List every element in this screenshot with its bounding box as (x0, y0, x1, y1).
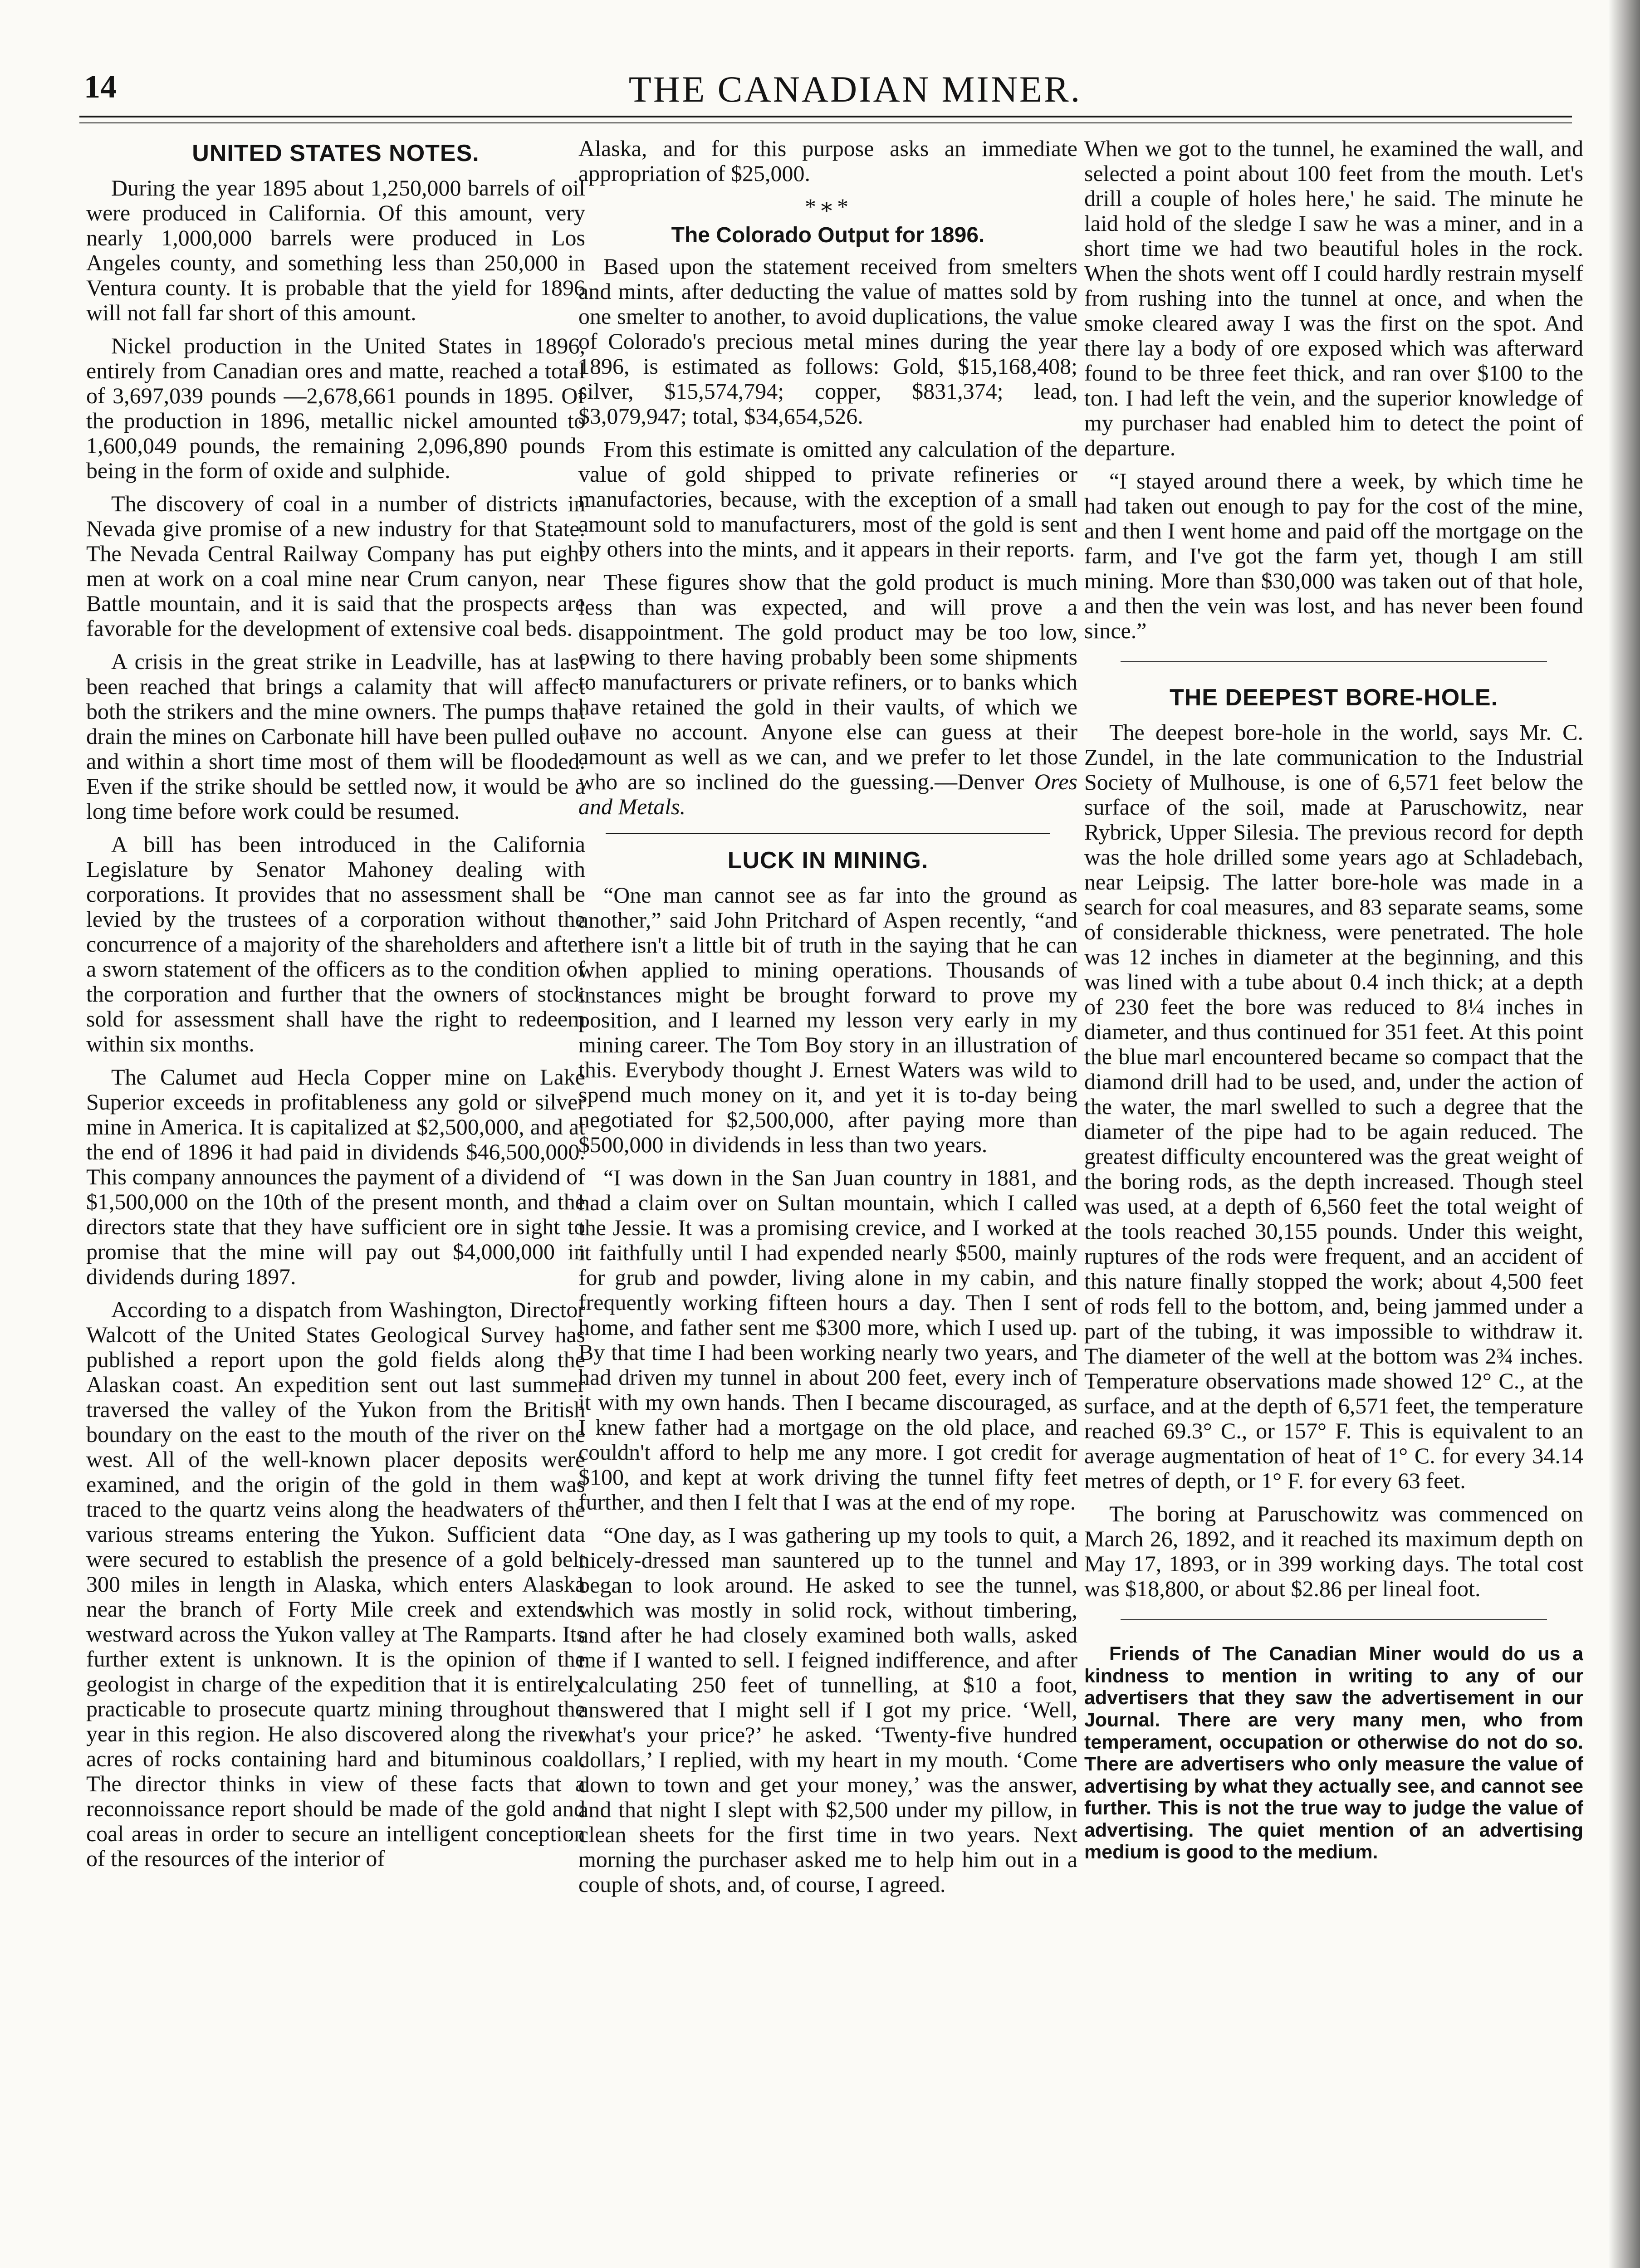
article-paragraph: A bill has been introduced in the California Legislature by Senator Mahoney dealing with corporations. It provides that no assessment shall be levied by the trustees of a corporation without the concurrence of a majority of the shareholders and after a sworn statement of the officers as to the condition of the corporation and further that the owners of stock sold for assessment shall have the right to redeem within six months. (86, 831, 585, 1057)
article-paragraph: The boring at Paruschowitz was commenced on March 26, 1892, and it reached its maximum depth on May 17, 1893, or in 399 working days. The total cost was $18,800, or about $2.86 per lineal foot. (1084, 1501, 1583, 1602)
section-divider (1121, 661, 1547, 662)
article-paragraph: “I was down in the San Juan country in 1881, and had a claim over on Sultan mountain, which I called the Jessie. It was a promising crevice, and I worked at it faithfully until I had expended nearly $500, mainly for grub and powder, living alone in my cabin, and frequently working fifteen hours a day. Then I sent home, and father sent me $300 more, which I used up. By that time I had been working nearly two years, and had driven my tunnel in about 200 feet, every inch of it with my own hands. Then I became discouraged, as I knew father had a mortgage on the old place, and couldn't afford to help me any more. I got credit for $100, and kept at work driving the tunnel fifty feet further, and then I felt that I was at the end of my rope. (578, 1164, 1077, 1515)
article-paragraph: The Calumet aud Hecla Copper mine on Lake Superior exceeds in profitableness any gold or silver mine in America. It is capitalized at $2,500,000, and at the end of 1896 it had paid in dividends $46,500,000. This company announces the payment of a dividend of $1,500,000 on the 10th of the present month, and the directors state that they have sufficient ore in sight to promise that the mine will pay out $4,000,000 in dividends during 1897. (86, 1064, 585, 1290)
section-divider (1121, 1619, 1547, 1620)
article-continuation: When we got to the tunnel, he examined the wall, and selected a point about 100 feet from the mouth. Let's drill a couple of holes here,' he said. The minute he laid hold of the sledge I saw he was a miner, and in a short time we had two beautiful holes in the rock. When the shots went off I could hardly restrain myself from rushing into the tunnel at once, and when the smoke cleared away I was the first on the spot. And there lay a body of ore exposed which was afterward found to be three feet thick, and ran over $100 to the ton. I had left the vein, and the superior knowledge of my purchaser had enabled him to detect the point of departure. (1084, 136, 1583, 460)
article-paragraph-text: These figures show that the gold product is much less than was expected, and will prove a disappointment. The gold product may be too low, owing to there having probably been some shipments to manufacturers or private refiners, or to banks which have retained the gold in their vaults, of which we have no account. Anyone else can guess at their amount as well as we can, and we prefer to let those who are so inclined do the guessing.—Denver (578, 569, 1077, 794)
article-paragraph: During the year 1895 about 1,250,000 barrels of oil were produced in California. Of this amount, very nearly 1,000,000 barrels were produced in Los Angeles county, and something less than 250,000 in Ventura county. It is probable that the yield for 1896 will not fall far short of this amount. (86, 175, 585, 326)
article-paragraph: Based upon the statement received from smelters and mints, after deducting the value of mattes sold by one smelter to another, to avoid duplications, the value of Colorado's precious metal mines during the year 1896, is estimated as follows: Gold, $15,168,408; silver, $15,574,794; copper, $831,374; lead, $3,079,947; total, $34,654,526. (578, 253, 1077, 429)
article-paragraph: “I stayed around there a week, by which time he had taken out enough to pay for the cost of the mine, and then I went home and paid off the mortgage on the farm, and I've got the farm yet, though I am still mining. More than $30,000 was taken out of that hole, and then the vein was lost, and has never been found since.” (1084, 468, 1583, 643)
article-paragraph: Nickel production in the United States in 1896, entirely from Canadian ores and matte, reached a total of 3,697,039 pounds —2,678,661 pounds in 1895. Of the production in 1896, metallic nickel amounted to 1,600,049 pounds, the remaining 2,096,890 pounds being in the form of oxide and sulphide. (86, 333, 585, 484)
asterism: *∗* (805, 194, 851, 219)
section-divider (606, 833, 1050, 834)
source-credit: Ores and Metals. (578, 768, 1077, 819)
column-2 (578, 136, 1077, 2268)
article-paragraph: From this estimate is omitted any calculation of the value of gold shipped to private refineries or manufactories, because, with the exception of a small amount sold to manufacturers, most of the gold is sent by others into the mints, and it appears in their reports. (578, 436, 1077, 562)
notice-text: Friends of The Canadian Miner would do us a kindness to mention in writing to any of our advertisers that they saw the advertisement in our Journal. There are very many men, who from temperament, occupation or otherwise do not do so. There are advertisers who only measure the value of advertising by what they actually see, and cannot see further. This is not the true way to judge the value of advertising. The quiet mention of an advertising medium is good to the medium. (1084, 1643, 1583, 1863)
article-paragraph: The discovery of coal in a number of districts in Nevada give promise of a new industry for that State. The Nevada Central Railway Company has put eight men at work on a coal mine near Crum canyon, near Battle mountain, and it is said that the prospects are favorable for the development of extensive coal beds. (86, 491, 585, 641)
article-continuation: Alaska, and for this purpose asks an immediate appropriation of $25,000. (578, 136, 1077, 186)
heading-united-states-notes: UNITED STATES NOTES. (192, 140, 480, 166)
page-number: 14 (84, 68, 117, 105)
heading-colorado-output: The Colorado Output for 1896. (671, 223, 985, 247)
heading-deepest-bore-hole: THE DEEPEST BORE-HOLE. (1169, 684, 1498, 711)
article-paragraph: “One man cannot see as far into the ground as another,” said John Pritchard of Aspen recently, “and there isn't a little bit of truth in the saying that he can when applied to mining operations. Thousands of instances might be brought forward to prove my position, and I learned my lesson very early in my mining career. The Tom Boy story in an illustration of this. Everybody thought J. Ernest Waters was wild to spend much money on it, and yet it is to-day being negotiated for $2,500,000, after paying more than $500,000 in dividends in less than two years. (578, 882, 1077, 1157)
article-paragraph: A crisis in the great strike in Leadville, has at last been reached that brings a calamity that will affect both the strikers and the mine owners. The pumps that drain the mines on Carbonate hill have been pulled out and within a short time most of them will be flooded. Even if the strike should be settled now, it would be a long time before work could be resumed. (86, 649, 585, 824)
article-paragraph: “One day, as I was gathering up my tools to quit, a nicely-dressed man sauntered up to the tunnel and began to look around. He asked to see the tunnel, which was mostly in solid rock, without timbering, and after he had closely examined both walls, asked me if I wanted to sell. I feigned indifference, and after calculating 250 feet of tunnelling, at $10 a foot, answered that I might sell if I got my price. ‘Well, what's your price?’ he asked. ‘Twenty-five hundred dollars,’ I replied, with my heart in my mouth. ‘Come down to town and get your money,’ was the answer, and that night I slept with $2,500 under my pillow, in clean sheets for the first time in two years. Next morning the purchaser asked me to help him out in a couple of shots, and, of course, I agreed. (578, 1522, 1077, 1897)
header-rule (79, 116, 1572, 117)
article-paragraph (578, 570, 1077, 819)
advertising-notice (1084, 1643, 1583, 1863)
article-paragraph: According to a dispatch from Washington, Director Walcott of the United States Geological Survey has published a report upon the gold fields along the Alaskan coast. An expedition sent out last summer traversed the valley of the Yukon from the British boundary on the east to the mouth of the river on the west. All of the well-known placer deposits were examined, and the origin of the gold in them was traced to the quartz veins along the headwaters of the various streams entering the Yukon. Sufficient data were secured to establish the presence of a gold belt 300 miles in length in Alaska, which enters Alaska near the branch of Forty Mile creek and extends westward across the Yukon valley at The Ramparts. Its further extent is unknown. It is the opinion of the geologist in charge of the expedition that it is entirely practicable to prosecute quartz mining throughout the year in this region. He also discovered along the river acres of rocks containing hard and bituminous coal. The director thinks in view of these facts that a reconnoissance report should be made of the gold and coal areas in order to secure an intelligent conception of the resources of the interior of (86, 1297, 585, 1872)
heading-luck-in-mining: LUCK IN MINING. (727, 847, 929, 874)
page-edge-shadow (1608, 0, 1640, 2268)
header-rule-thin (79, 122, 1572, 123)
masthead: THE CANADIAN MINER. (628, 68, 1082, 110)
column-1 (86, 136, 585, 2268)
column-3 (1084, 136, 1583, 2268)
article-paragraph: The deepest bore-hole in the world, says Mr. C. Zundel, in the late communication to the Industrial Society of Mulhouse, is one of 6,571 feet below the surface of the soil, made at Paruschowitz, near Rybrick, Upper Silesia. The previous record for depth was the hole drilled some years ago at Schladebach, near Leipsig. The latter bore-hole was made in a search for coal measures, and 83 separate seams, some of considerable thickness, were penetrated. The hole was 12 inches in diameter at the beginning, and this was lined with a tube about 0.4 inch thick; at a depth of 230 feet the bore was reduced to 8¼ inches in diameter, and thus continued for 351 feet. At this point the blue marl encountered became so compact that the diamond drill had to be used, and, under the action of the water, the marl swelled to such a degree that the diameter of the pipe had to be again reduced. The greatest difficulty encountered was the great weight of the boring rods, as the depth increased. Though steel was used, at a depth of 6,560 feet the total weight of the tools reached 30,155 pounds. Under this weight, ruptures of the rods were frequent, and an accident of this nature finally stopped the work; about 4,500 feet of rods fell to the bottom, and, being jammed under a part of the tubing, it was impossible to withdraw it. The diameter of the well at the bottom was 2¾ inches. Temperature observations made showed 12° C., at the surface, and at the depth of 6,571 feet, the temperature reached 69.3° C., or 157° F. This is equivalent to an average augmentation of heat of 1° C. for every 34.14 metres of depth, or 1° F. for every 63 feet. (1084, 719, 1583, 1494)
